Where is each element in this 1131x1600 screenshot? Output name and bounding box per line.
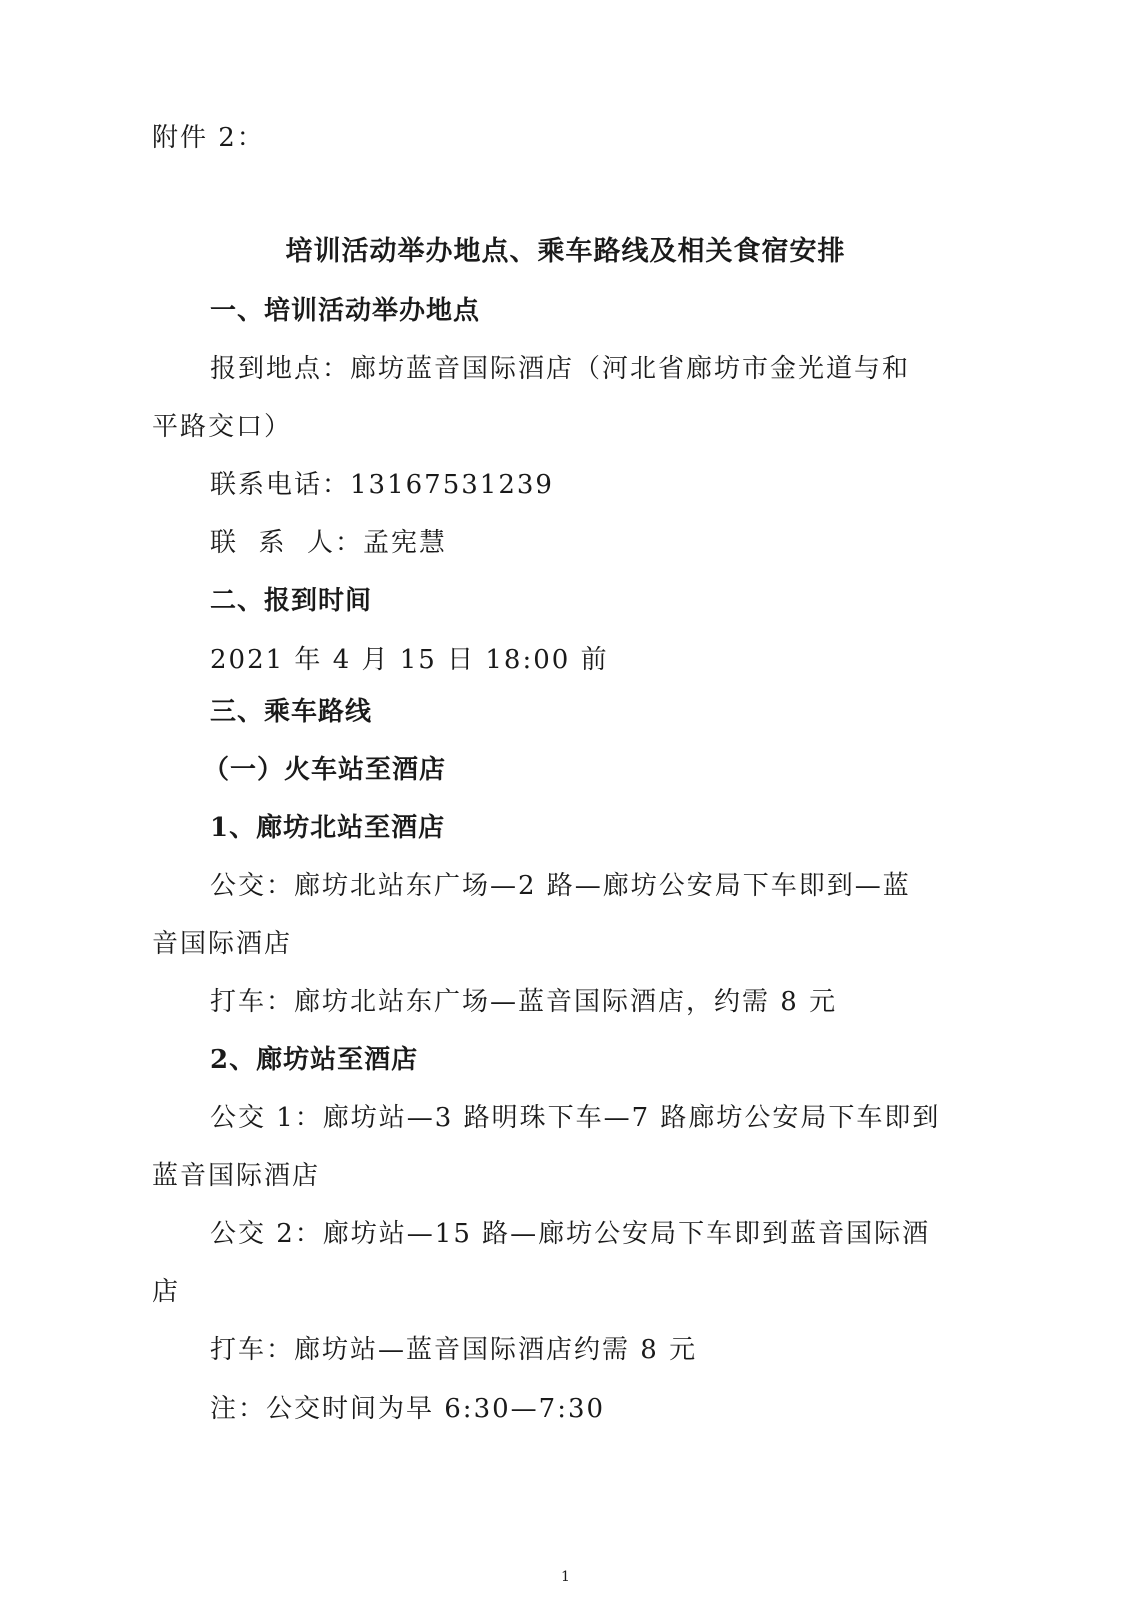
route1-bus-line1: 公交：廊坊北站东广场—2 路—廊坊公安局下车即到—蓝 [210, 871, 911, 901]
attachment-label: 附件 2： [152, 123, 265, 153]
registration-address-line1: 报到地点：廊坊蓝音国际酒店（河北省廊坊市金光道与和 [210, 354, 911, 384]
route2-taxi: 打车：廊坊站—蓝音国际酒店约需 8 元 [210, 1335, 698, 1365]
route1-heading: 1、廊坊北站至酒店 [210, 813, 446, 843]
bus-time-note: 注：公交时间为早 6:30—7:30 [210, 1394, 606, 1424]
route2-bus2-line1: 公交 2：廊坊站—15 路—廊坊公安局下车即到蓝音国际酒 [210, 1219, 931, 1249]
page-number: 1 [561, 1569, 570, 1585]
route2-bus1-line2: 蓝音国际酒店 [152, 1161, 321, 1191]
route2-bus1-line1: 公交 1：廊坊站—3 路明珠下车—7 路廊坊公安局下车即到 [210, 1103, 941, 1133]
registration-time: 2021 年 4 月 15 日 18:00 前 [210, 645, 609, 675]
subheading-station-to-hotel: （一）火车站至酒店 [203, 755, 447, 785]
route2-heading: 2、廊坊站至酒店 [210, 1045, 419, 1075]
route1-bus-line2: 音国际酒店 [152, 929, 293, 959]
section-heading-routes: 三、乘车路线 [210, 697, 373, 727]
section-heading-location: 一、培训活动举办地点 [210, 296, 481, 326]
route2-bus2-line2: 店 [152, 1277, 181, 1307]
document-title: 培训活动举办地点、乘车路线及相关食宿安排 [285, 236, 846, 267]
contact-person: 联 系 人：孟宪慧 [210, 528, 448, 558]
registration-address-line2: 平路交口） [152, 412, 293, 442]
section-heading-time: 二、报到时间 [210, 586, 373, 616]
route1-taxi: 打车：廊坊北站东广场—蓝音国际酒店，约需 8 元 [210, 987, 838, 1017]
contact-phone: 联系电话：13167531239 [210, 470, 554, 500]
